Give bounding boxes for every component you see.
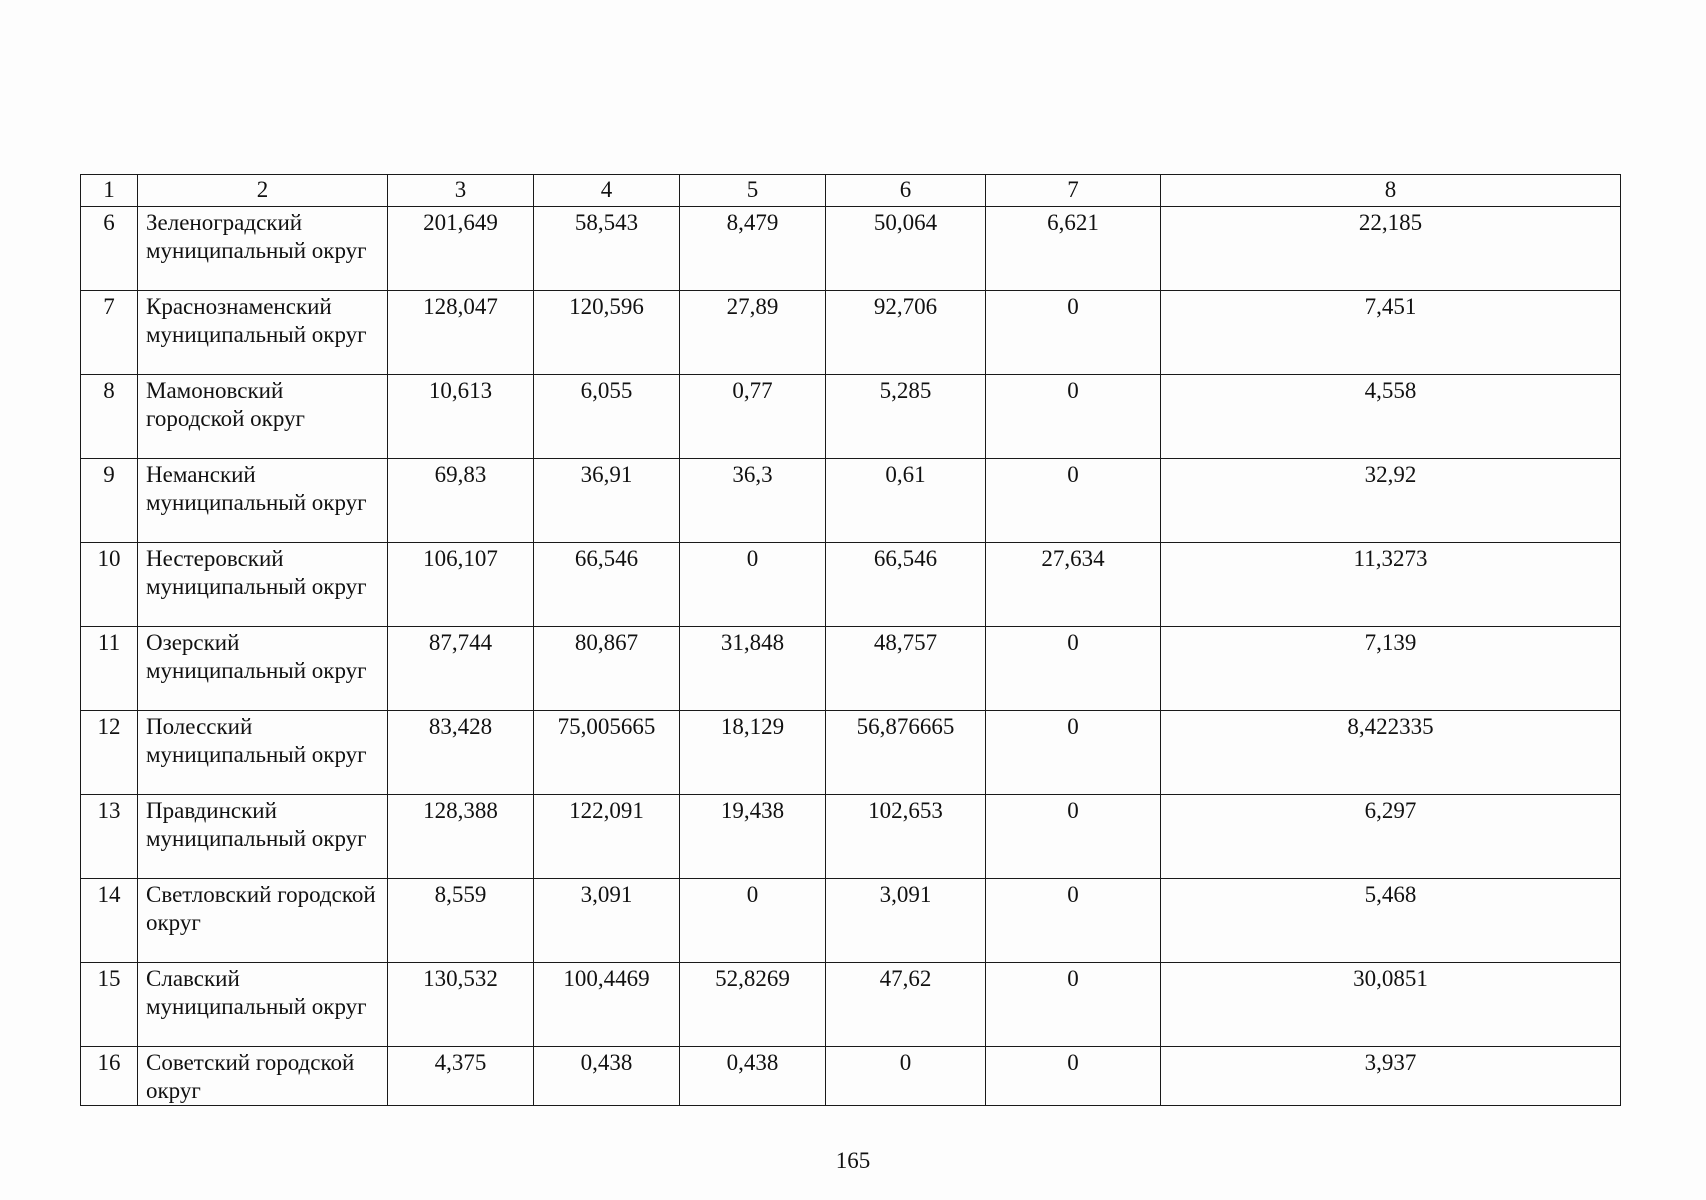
value-cell-col8: 22,185: [1161, 207, 1621, 291]
value-cell-col7: 6,621: [986, 207, 1161, 291]
table-row: [81, 711, 1621, 795]
row-number-cell: 10: [81, 543, 138, 627]
value-cell-col5: 0,77: [680, 375, 826, 459]
table-row: [81, 459, 1621, 543]
value-cell-col8: 8,422335: [1161, 711, 1621, 795]
value-cell-col8: 6,297: [1161, 795, 1621, 879]
value-cell-col4: 120,596: [534, 291, 680, 375]
value-cell-col3: 130,532: [388, 963, 534, 1047]
table-row: [81, 1047, 1621, 1106]
value-cell-col6: 56,876665: [826, 711, 986, 795]
row-number-cell: 9: [81, 459, 138, 543]
value-cell-col4: 6,055: [534, 375, 680, 459]
row-number-cell: 13: [81, 795, 138, 879]
row-number-cell: 15: [81, 963, 138, 1047]
value-cell-col6: 48,757: [826, 627, 986, 711]
municipality-name-cell: Славский муниципальный округ: [138, 963, 388, 1047]
header-cell-7: 7: [986, 175, 1161, 207]
row-number-cell: 12: [81, 711, 138, 795]
municipality-name-cell: Озерский муниципальный округ: [138, 627, 388, 711]
value-cell-col5: 36,3: [680, 459, 826, 543]
value-cell-col6: 50,064: [826, 207, 986, 291]
value-cell-col3: 201,649: [388, 207, 534, 291]
value-cell-col3: 8,559: [388, 879, 534, 963]
value-cell-col4: 36,91: [534, 459, 680, 543]
value-cell-col5: 19,438: [680, 795, 826, 879]
value-cell-col3: 69,83: [388, 459, 534, 543]
header-cell-1: 1: [81, 175, 138, 207]
value-cell-col3: 83,428: [388, 711, 534, 795]
value-cell-col5: 8,479: [680, 207, 826, 291]
row-number-cell: 8: [81, 375, 138, 459]
value-cell-col6: 92,706: [826, 291, 986, 375]
value-cell-col7: 0: [986, 963, 1161, 1047]
value-cell-col6: 3,091: [826, 879, 986, 963]
value-cell-col3: 10,613: [388, 375, 534, 459]
value-cell-col7: 0: [986, 711, 1161, 795]
value-cell-col4: 66,546: [534, 543, 680, 627]
value-cell-col3: 128,047: [388, 291, 534, 375]
municipality-name-cell: Краснознаменский муниципальный округ: [138, 291, 388, 375]
value-cell-col8: 4,558: [1161, 375, 1621, 459]
value-cell-col7: 0: [986, 291, 1161, 375]
value-cell-col4: 3,091: [534, 879, 680, 963]
table-row: [81, 207, 1621, 291]
table-row: [81, 291, 1621, 375]
value-cell-col8: 7,451: [1161, 291, 1621, 375]
municipality-name-cell: Нестеровский муниципальный округ: [138, 543, 388, 627]
table-row: [81, 627, 1621, 711]
row-number-cell: 7: [81, 291, 138, 375]
municipality-name-cell: Зеленоградский муниципальный округ: [138, 207, 388, 291]
table-row: [81, 375, 1621, 459]
value-cell-col7: 0: [986, 795, 1161, 879]
value-cell-col6: 5,285: [826, 375, 986, 459]
value-cell-col5: 31,848: [680, 627, 826, 711]
value-cell-col8: 3,937: [1161, 1047, 1621, 1106]
value-cell-col6: 47,62: [826, 963, 986, 1047]
value-cell-col4: 75,005665: [534, 711, 680, 795]
value-cell-col7: 0: [986, 1047, 1161, 1106]
value-cell-col8: 5,468: [1161, 879, 1621, 963]
value-cell-col4: 80,867: [534, 627, 680, 711]
row-number-cell: 16: [81, 1047, 138, 1106]
value-cell-col3: 4,375: [388, 1047, 534, 1106]
header-cell-2: 2: [138, 175, 388, 207]
header-cell-6: 6: [826, 175, 986, 207]
value-cell-col5: 18,129: [680, 711, 826, 795]
value-cell-col8: 32,92: [1161, 459, 1621, 543]
table-row: [81, 963, 1621, 1047]
row-number-cell: 11: [81, 627, 138, 711]
page-number: 165: [835, 1148, 871, 1173]
municipality-name-cell: Неманский муниципальный округ: [138, 459, 388, 543]
municipality-name-cell: Правдинский муниципальный округ: [138, 795, 388, 879]
table-row: [81, 543, 1621, 627]
value-cell-col8: 11,3273: [1161, 543, 1621, 627]
table-header-row: [81, 175, 1621, 207]
header-cell-3: 3: [388, 175, 534, 207]
value-cell-col5: 0,438: [680, 1047, 826, 1106]
table-row: [81, 879, 1621, 963]
value-cell-col5: 0: [680, 879, 826, 963]
value-cell-col4: 100,4469: [534, 963, 680, 1047]
value-cell-col8: 30,0851: [1161, 963, 1621, 1047]
header-cell-5: 5: [680, 175, 826, 207]
value-cell-col8: 7,139: [1161, 627, 1621, 711]
row-number-cell: 6: [81, 207, 138, 291]
value-cell-col6: 0: [826, 1047, 986, 1106]
value-cell-col4: 122,091: [534, 795, 680, 879]
municipality-name-cell: Мамоновский городской округ: [138, 375, 388, 459]
value-cell-col4: 0,438: [534, 1047, 680, 1106]
table-row: [81, 795, 1621, 879]
row-number-cell: 14: [81, 879, 138, 963]
value-cell-col7: 27,634: [986, 543, 1161, 627]
value-cell-col5: 0: [680, 543, 826, 627]
value-cell-col6: 66,546: [826, 543, 986, 627]
value-cell-col4: 58,543: [534, 207, 680, 291]
table-body: [81, 175, 1621, 1106]
value-cell-col7: 0: [986, 627, 1161, 711]
value-cell-col5: 52,8269: [680, 963, 826, 1047]
value-cell-col5: 27,89: [680, 291, 826, 375]
municipality-name-cell: Светловский городской округ: [138, 879, 388, 963]
value-cell-col3: 128,388: [388, 795, 534, 879]
municipality-name-cell: Полесский муниципальный округ: [138, 711, 388, 795]
value-cell-col7: 0: [986, 375, 1161, 459]
value-cell-col6: 0,61: [826, 459, 986, 543]
municipality-name-cell: Советский городской округ: [138, 1047, 388, 1106]
value-cell-col3: 87,744: [388, 627, 534, 711]
data-table: [80, 174, 1621, 1106]
value-cell-col3: 106,107: [388, 543, 534, 627]
value-cell-col6: 102,653: [826, 795, 986, 879]
header-cell-8: 8: [1161, 175, 1621, 207]
value-cell-col7: 0: [986, 459, 1161, 543]
value-cell-col7: 0: [986, 879, 1161, 963]
header-cell-4: 4: [534, 175, 680, 207]
